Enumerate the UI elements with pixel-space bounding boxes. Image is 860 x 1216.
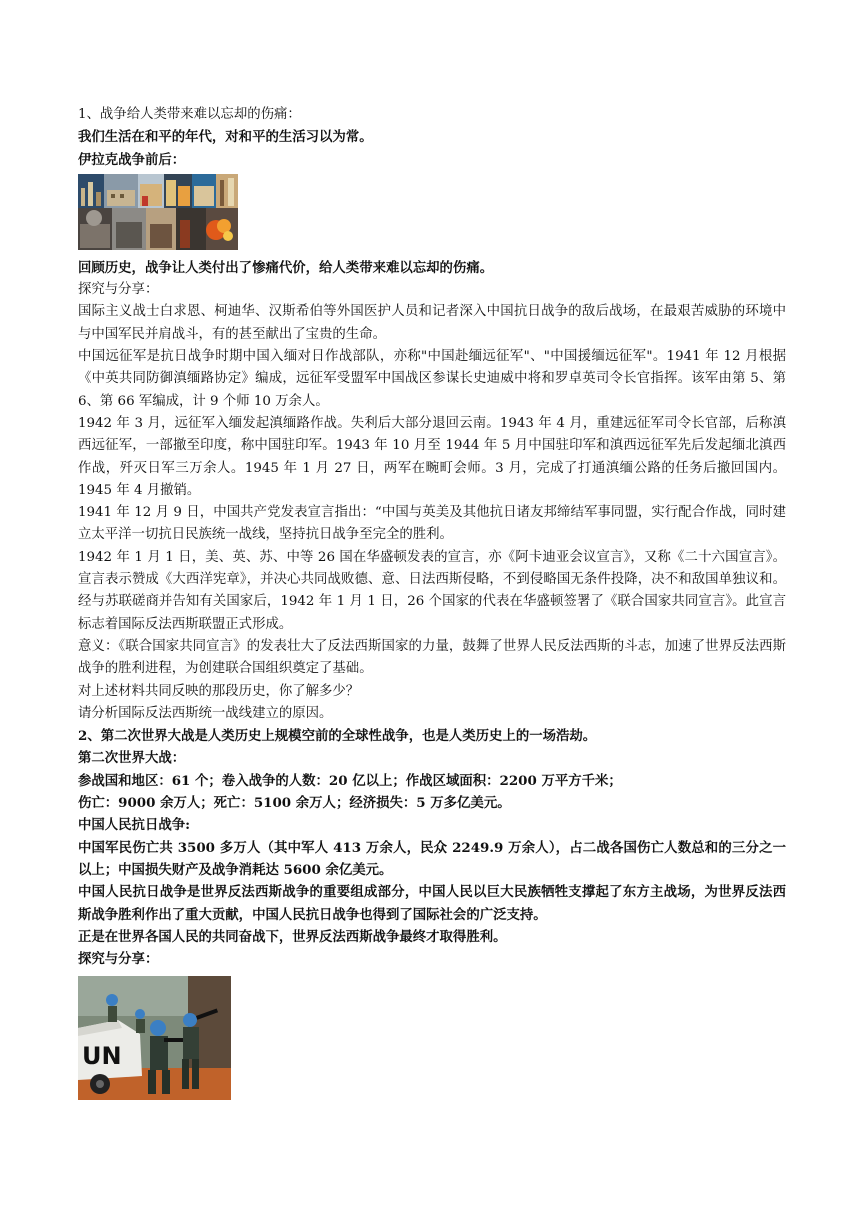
paragraph-significance: 意义：《联合国家共同宣言》的发表壮大了反法西斯国家的力量，鼓舞了世界人民反法西斯的斗志，加速了世界反法西斯战争的胜利进程，为创建联合国组织奠定了基础。 bbox=[78, 638, 786, 677]
china-war-stats: 中国军民伤亡共 3500 多万人（其中军人 413 万余人，民众 2249.9 万余人），占二战各国伤亡人数总和的三分之一以上；中国损失财产及战争消耗达 5600 余亿美元。 bbox=[78, 839, 786, 878]
question-1: 对上述材料共同反映的那段历史，你了解多少？ bbox=[78, 683, 360, 699]
un-peacekeepers-image bbox=[78, 976, 231, 1100]
explore-share-heading-1: 探究与分享： bbox=[78, 282, 159, 298]
explore-share-heading-2: 探究与分享： bbox=[78, 951, 159, 968]
bold-statement: 我们生活在和平的年代，对和平的生活习以为常。 bbox=[78, 129, 373, 146]
china-war-label: 中国人民抗日战争: bbox=[78, 817, 191, 834]
victory-statement: 正是在世界各国人民的共同奋战下，世界反法西斯战争最终才取得胜利。 bbox=[78, 928, 507, 945]
paragraph-expeditionary-force: 中国远征军是抗日战争时期中国入缅对日作战部队，亦称"中国赴缅远征军"、"中国援缅远征军"。1941 年 12 月根据《中英共同防御滇缅路协定》编成，远征军受盟军中国战区参谋长史迪威中将和罗卓英司令长官指挥。该军由第 5、第 6、第 66 军编成，计 9 个师 10 万余人。 bbox=[78, 349, 786, 409]
iraq-war-collage bbox=[78, 174, 238, 250]
ww2-stats-casualties: 伤亡：9000 余万人；死亡：5100 余万人；经济损失：5 万多亿美元。 bbox=[78, 795, 511, 812]
history-statement: 回顾历史，战争让人类付出了惨痛代价，给人类带来难以忘却的伤痛。 bbox=[78, 259, 494, 276]
section-1-heading: 1、战争给人类带来难以忘却的伤痛： bbox=[78, 107, 301, 122]
paragraph-un-declaration: 1942 年 1 月 1 日，美、英、苏、中等 26 国在华盛顿发表的宣言，亦《阿卡迪亚会议宣言》，又称《二十六国宣言》。宣言表示赞成《大西洋宪章》，并决心共同战败德、意、日法西斯侵略，不到侵略国无条件投降，决不和敌国单独议和。经与苏联磋商并告知有关国家后，1942 年 1 月 1 日，26 个国家的代表在华盛顿签署了《联合国家共同宣言》。此宣言标志着国际反法西斯联盟正式形成。 bbox=[78, 549, 786, 632]
question-2: 请分析国际反法西斯统一战线建立的原因。 bbox=[78, 705, 333, 721]
document-page bbox=[78, 104, 786, 1100]
ww2-label: 第二次世界大战： bbox=[78, 750, 186, 767]
iraq-war-label: 伊拉克战争前后： bbox=[78, 151, 186, 168]
iraq-war-before-after-image bbox=[78, 174, 238, 250]
un-vehicle-label: UN bbox=[82, 1042, 122, 1071]
china-war-significance: 中国人民抗日战争是世界反法西斯战争的重要组成部分，中国人民以巨大民族牺牲支撑起了东方主战场，为世界反法西斯战争胜利作出了重大贡献，中国人民抗日战争也得到了国际社会的广泛支持。 bbox=[78, 884, 786, 923]
paragraph-internationalists: 国际主义战士白求恩、柯迪华、汉斯希伯等外国医护人员和记者深入中国抗日战争的敌后战场，在最艰苦威胁的环境中与中国军民并肩战斗，有的甚至献出了宝贵的生命。 bbox=[78, 304, 786, 342]
ww2-stats-scale: 参战国和地区：61 个；卷入战争的人数：20 亿以上；作战区域面积：2200 万平方千米； bbox=[78, 772, 622, 789]
paragraph-ccp-declaration: 1941 年 12 月 9 日，中国共产党发表宣言指出：“中国与英美及其他抗日诸友邦缔结军事同盟，实行配合作战，同时建立太平洋一切抗日民族统一战线，坚持抗日战争至完全的胜利。 bbox=[78, 505, 786, 543]
section-2-heading: 2、第二次世界大战是人类历史上规模空前的全球性战争，也是人类历史上的一场浩劫。 bbox=[78, 728, 597, 745]
paragraph-1942-campaign: 1942 年 3 月，远征军入缅发起滇缅路作战。失利后大部分退回云南。1943 年 4 月，重建远征军司令长官部，后称滇西远征军，一部撤至印度，称中国驻印军。1943 年 10 月至 1944 年 5 月中国驻印军和滇西远征军先后发起缅北滇西作战，歼灭日军三万余人。1945 年 1 月 27 日，两军在畹町会师。3 月，完成了打通滇缅公路的任务后撤回国内。1945 年 4 月撤销。 bbox=[78, 415, 786, 498]
un-peacekeepers-photo bbox=[78, 976, 231, 1100]
